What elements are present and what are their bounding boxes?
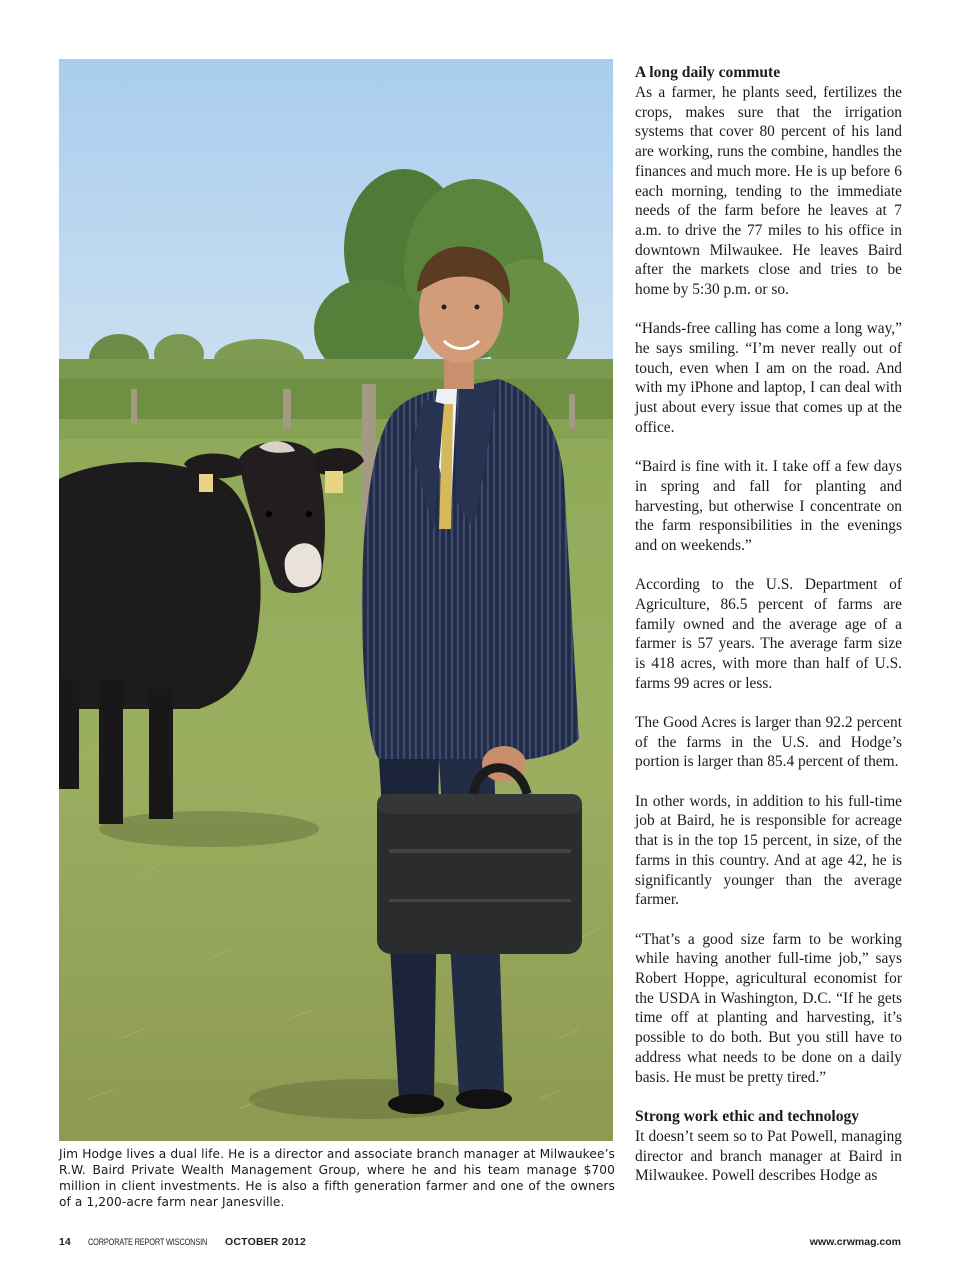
photo-caption: Jim Hodge lives a dual life. He is a director and associate branch manager at Milwaukee’s R.W. Baird Private Wealth Management Group, where he and his team manage $700 million in client investments. He is also a fifth generation farmer and one of the owners of a 1,200-acre farm near Janesville. — [59, 1147, 615, 1209]
article-paragraph: In other words, in addition to his full-time job at Baird, he is responsible for acreage that is in the top 15 percent, in size, of the farms in this country. And at age 42, he is significantly younger than the average farmer. — [635, 792, 902, 909]
article-paragraph: “Hands-free calling has come a long way,” he says smiling. “I’m never really out of touch, even when I am on the road. And with my iPhone and laptop, I can deal with just about every issue that comes up at the office. — [635, 320, 902, 436]
section-heading: A long daily commute — [635, 64, 781, 81]
article-paragraph: According to the U.S. Department of Agriculture, 86.5 percent of farms are family owned and the average age of a farmer is 57 years. The average farm size is 418 acres, with more than half of U.S. farms 99 acres or less. — [635, 576, 902, 692]
article-paragraph: “Baird is fine with it. I take off a few days in spring and fall for planting and harvesting, but otherwise I concentrate on the farm responsibilities in the evenings and on weekends.” — [635, 458, 902, 554]
issue-date: OCTOBER 2012 — [225, 1236, 306, 1248]
article-paragraph: As a farmer, he plants seed, fertilizes the crops, makes sure that the irrigation systems that cover 80 percent of his land are working, runs the combine, handles the finances and much more. He is up before 6 each morning, tending to the immediate needs of the farm before he leaves at 7 a.m. to drive the 77 miles to his office in downtown Milwaukee. He leaves Baird after the markets close and tries to be home by 5:30 p.m. or so. — [635, 84, 902, 299]
article-paragraph: It doesn’t seem so to Pat Powell, managing director and branch manager at Baird in Milwaukee. Powell describes Hodge as — [635, 1127, 902, 1185]
page-footer — [59, 1236, 901, 1252]
article-paragraph: “That’s a good size farm to be working while having another full-time job,” says Robert Hoppe, agricultural economist for the USDA in Washington, D.C. “If he gets time off at planting and harvesting, it’s possible to do both. But you still have to address what needs to be done on a daily basis. He must be pretty tired.” — [635, 930, 902, 1086]
publication-name: CORPORATE REPORT WISCONSIN — [88, 1237, 208, 1247]
article-photo — [59, 59, 613, 1141]
page-number: 14 — [59, 1236, 71, 1248]
website-link[interactable]: www.crwmag.com — [809, 1236, 901, 1248]
article-column — [635, 63, 902, 1206]
section-heading: Strong work ethic and technology — [635, 1107, 860, 1125]
article-paragraph: The Good Acres is larger than 92.2 percent of the farms in the U.S. and Hodge’s portion is larger than 85.4 percent of them. — [635, 714, 902, 771]
